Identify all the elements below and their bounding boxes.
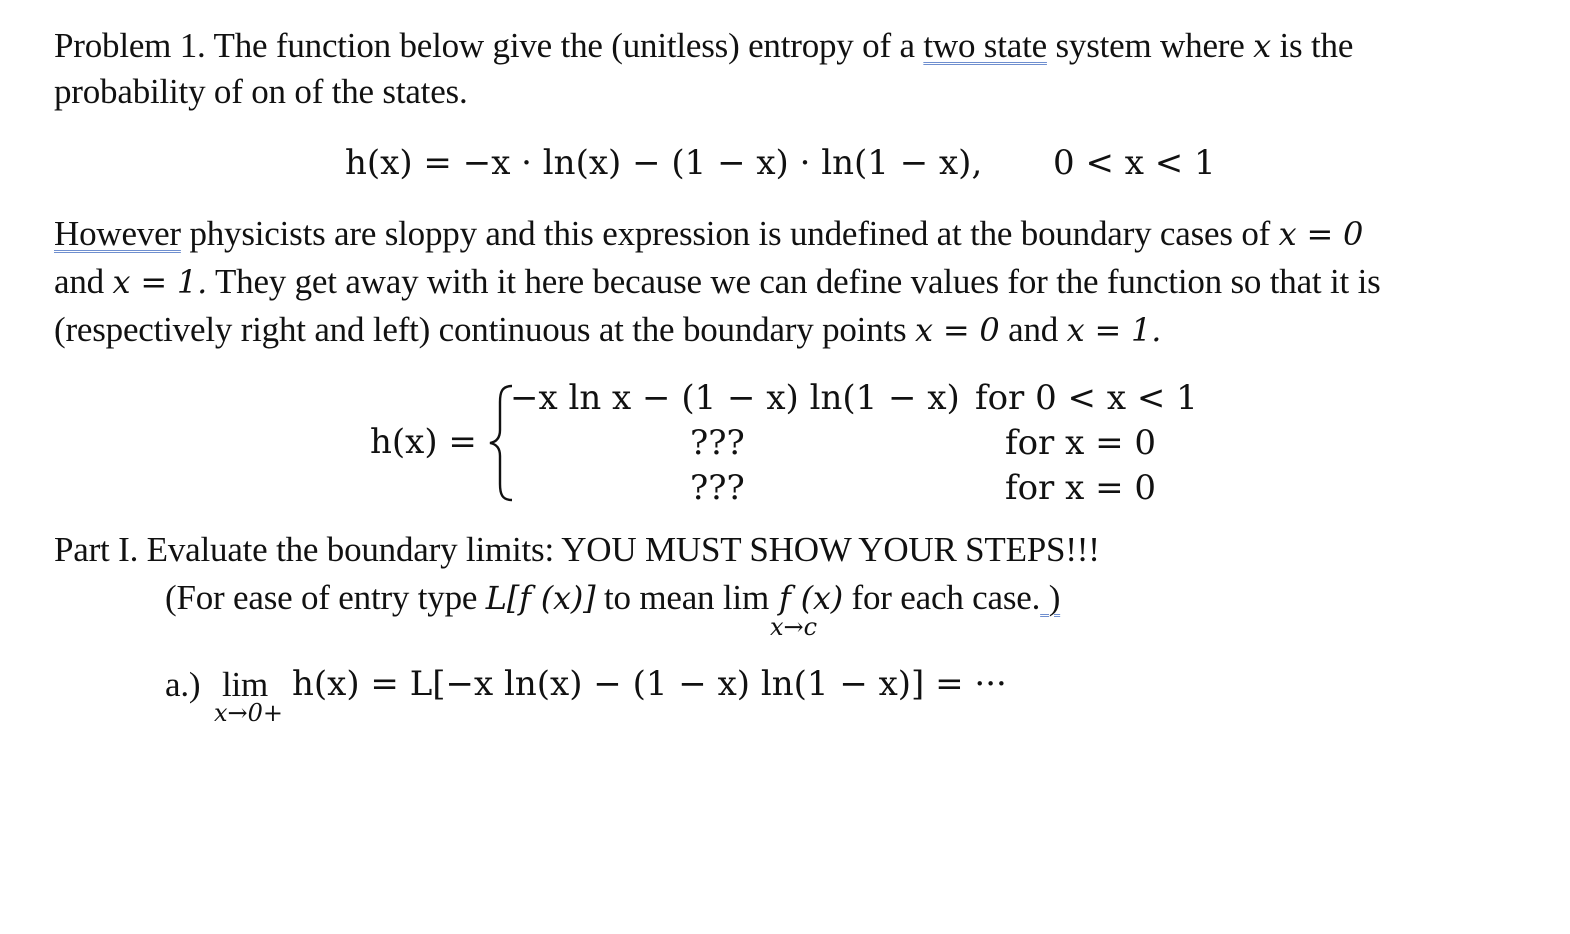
paragraph-text: and bbox=[999, 310, 1067, 349]
part-1-note bbox=[165, 578, 1060, 618]
piecewise-row-2-cond: for x = 0 bbox=[1005, 423, 1157, 463]
math-x-equals-0: x = 0 bbox=[1278, 215, 1364, 253]
however-link[interactable]: However bbox=[54, 214, 181, 253]
paragraph-text: and bbox=[54, 262, 113, 301]
lim-subscript-x-to-0-plus: x→0+ bbox=[214, 699, 284, 727]
paragraph-text: They get away with it here because we can define values for the function so that it is bbox=[207, 262, 1381, 301]
problem-statement-line-1 bbox=[54, 26, 1353, 66]
paragraph-line-2 bbox=[54, 262, 1381, 302]
problem-intro-text: Problem 1. The function below give the (unitless) entropy of a bbox=[54, 26, 924, 65]
part-a-label: a.) bbox=[165, 665, 201, 704]
math-L-notation: L[f (x)] bbox=[485, 579, 596, 617]
problem-text: system where bbox=[1046, 26, 1254, 65]
variable-x: x bbox=[1253, 27, 1271, 65]
math-x-equals-1: x = 1. bbox=[112, 263, 208, 301]
part-a-lim-operator: lim bbox=[222, 665, 269, 704]
closing-paren-link[interactable]: ) bbox=[1040, 578, 1061, 617]
entropy-domain: 0 < x < 1 bbox=[1053, 143, 1216, 183]
note-text: (For ease of entry type bbox=[165, 578, 486, 617]
part-1-heading: Part I. Evaluate the boundary limits: YOU MUST SHOW YOUR STEPS!!! bbox=[54, 530, 1100, 569]
note-text: for each case. bbox=[843, 578, 1041, 617]
lim-operator: lim bbox=[722, 578, 769, 617]
paragraph-line-1 bbox=[54, 214, 1363, 254]
piecewise-row-1-expr: −x ln x − (1 − x) ln(1 − x) bbox=[510, 378, 960, 418]
math-f-of-x: f (x) bbox=[768, 579, 843, 617]
part-a-expression: h(x) = L[−x ln(x) − (1 − x) ln(1 − x)] = ··· bbox=[292, 664, 1007, 704]
paragraph-text: (respectively right and left) continuous at the boundary points bbox=[54, 310, 916, 349]
math-x-equals-1: x = 1. bbox=[1066, 311, 1162, 349]
piecewise-row-1-cond: for 0 < x < 1 bbox=[975, 378, 1198, 418]
piecewise-lhs: h(x) = bbox=[370, 422, 477, 462]
math-x-equals-0: x = 0 bbox=[915, 311, 1000, 349]
piecewise-row-3-cond: for x = 0 bbox=[1005, 468, 1157, 508]
piecewise-row-3-expr: ??? bbox=[690, 468, 745, 508]
lim-subscript-x-to-c: x→c bbox=[770, 613, 818, 641]
problem-statement-line-2: probability of on of the states. bbox=[54, 72, 468, 111]
note-text: to mean bbox=[595, 578, 723, 617]
entropy-equation: h(x) = −x · ln(x) − (1 − x) · ln(1 − x), bbox=[345, 143, 983, 183]
problem-text: is the bbox=[1270, 26, 1354, 65]
piecewise-row-2-expr: ??? bbox=[690, 423, 745, 463]
paragraph-line-3 bbox=[54, 310, 1161, 350]
two-state-link[interactable]: two state bbox=[923, 26, 1047, 65]
paragraph-text: physicists are sloppy and this expression is undefined at the boundary cases of bbox=[180, 214, 1279, 253]
